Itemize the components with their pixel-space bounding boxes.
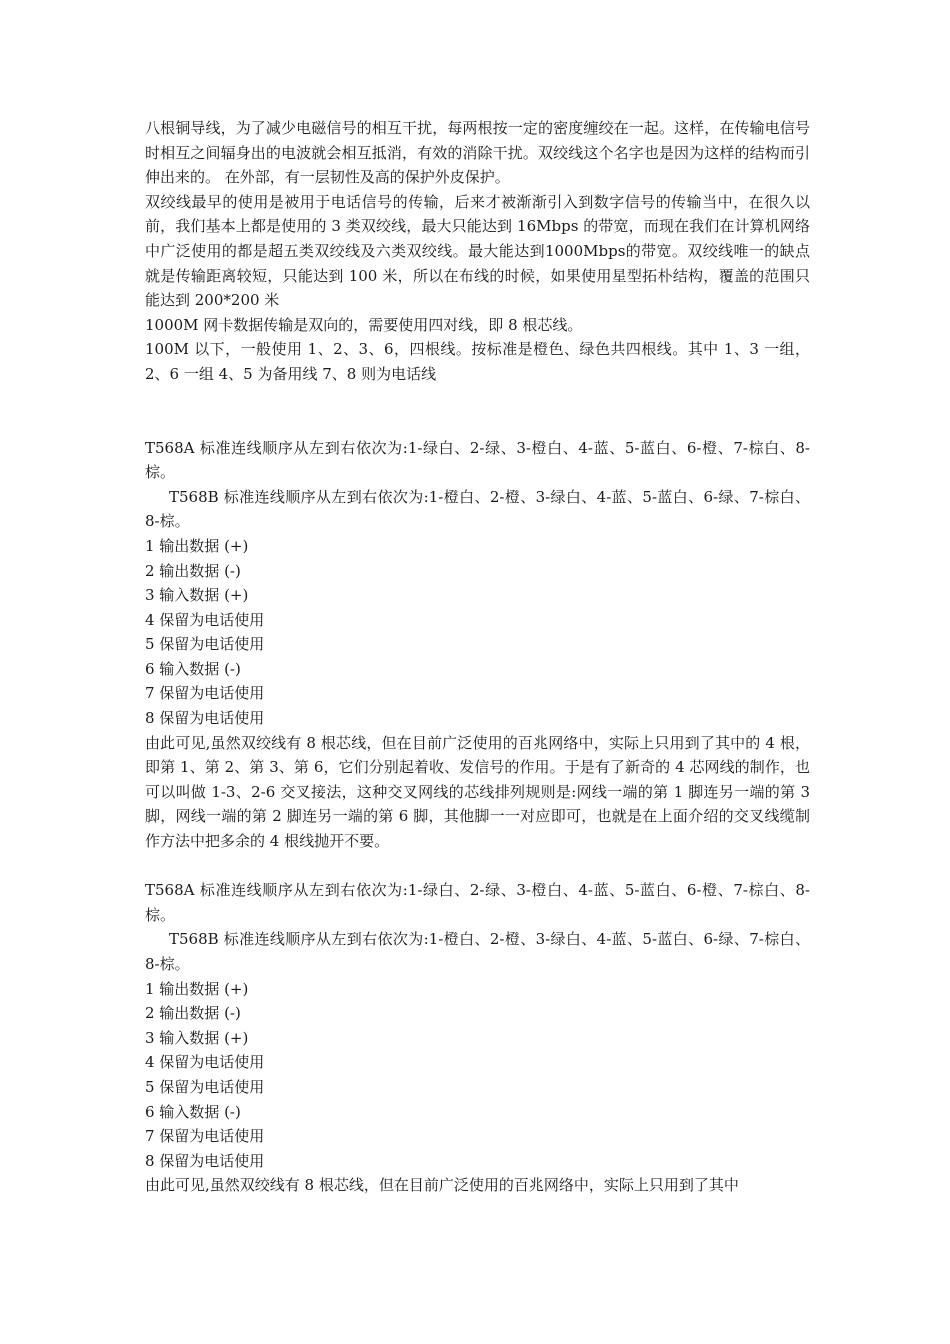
pin-item-8: 8 保留为电话使用 xyxy=(145,709,265,728)
pin-item-8: 8 保留为电话使用 xyxy=(145,1151,265,1170)
intro-paragraph-twisted-pair-structure: 八根铜导线，为了减少电磁信号的相互干扰，每两根按一定的密度缠绞在一起。这样，在传输电信号时相互之间辐身出的电波就会相互抵消，有效的消除干扰。双绞线这个名字也是因为这样的结构而引伸出来的。 在外部，有一层韧性及高的保护外皮保护。 xyxy=(145,119,810,187)
summary-paragraph: 由此可见,虽然双绞线有 8 根芯线，但在目前广泛使用的百兆网络中，实际上只用到了其中的 4 根，即第 1、第 2、第 3、第 6，它们分别起着收、发信号的作用。于是有了新奇的 4 芯网线的制作，也可以叫做 1-3、2-6 交叉接法，这种交叉网线的芯线排列规则是:网线一端的第 1 脚连另一端的第 3 脚，网线一端的第 2 脚连另一端的第 6 脚，其他脚一一对应即可，也就是在上面介绍的交叉线缆制作方法中把多余的 4 根线抛开不要。 xyxy=(145,733,810,851)
intro-paragraph-gigabit: 1000M 网卡数据传输是双向的，需要使用四对线，即 8 根芯线。 xyxy=(145,315,583,334)
pin-item-3: 3 输入数据 (+) xyxy=(145,586,249,605)
t568a-standard-text: T568A 标准连线顺序从左到右依次为:1-绿白、2-绿、3-橙白、4-蓝、5-蓝白、6-橙、7-棕白、8-棕。 xyxy=(145,438,810,482)
pin-item-2: 2 输出数据 (-) xyxy=(145,561,241,580)
t568a-standard-text: T568A 标准连线顺序从左到右依次为:1-绿白、2-绿、3-橙白、4-蓝、5-蓝白、6-橙、7-棕白、8-棕。 xyxy=(145,881,810,924)
pin-list xyxy=(145,534,810,731)
pin-item-5: 5 保留为电话使用 xyxy=(145,635,265,654)
intro-paragraph-twisted-pair-history: 双绞线最早的使用是被用于电话信号的传输，后来才被渐渐引入到数字信号的传输当中，在很久以前，我们基本上都是使用的 3 类双绞线，最大只能达到 16Mbps 的带宽，而现在我们在计算机网络中广泛使用的都是超五类双绞线及六类双绞线。最大能达到1000Mbps的带宽。双绞线唯一的缺点就是传输距离较短，只能达到 100 米，所以在布线的时候，如果使用星型拓朴结构，覆盖的范围只能达到 200*200 米 xyxy=(145,192,810,310)
document-page xyxy=(145,116,810,1198)
pin-item-4: 4 保留为电话使用 xyxy=(145,1053,265,1072)
intro-paragraph-100m: 100M 以下，一般使用 1、2、3、6，四根线。按标准是橙色、绿色共四根线。其中 1、3 一组，2、6 一组 4、5 为备用线 7、8 则为电话线 xyxy=(145,340,810,383)
wiring-section-2 xyxy=(145,878,810,1198)
pin-item-5: 5 保留为电话使用 xyxy=(145,1077,265,1096)
wiring-section-1 xyxy=(145,436,810,854)
t568b-standard-text: T568B 标准连线顺序从左到右依次为:1-橙白、2-橙、3-绿白、4-蓝、5-蓝白、6-绿、7-棕白、8-棕。 xyxy=(145,487,810,531)
pin-list xyxy=(145,977,810,1174)
pin-item-1: 1 输出数据 (+) xyxy=(145,536,249,555)
pin-item-6: 6 输入数据 (-) xyxy=(145,1102,241,1121)
section-spacer xyxy=(145,387,810,436)
pin-item-7: 7 保留为电话使用 xyxy=(145,684,265,703)
pin-item-6: 6 输入数据 (-) xyxy=(145,659,241,678)
pin-item-7: 7 保留为电话使用 xyxy=(145,1127,265,1146)
pin-item-1: 1 输出数据 (+) xyxy=(145,979,249,998)
section-spacer xyxy=(145,854,810,879)
pin-item-4: 4 保留为电话使用 xyxy=(145,610,265,629)
t568b-standard-text: T568B 标准连线顺序从左到右依次为:1-橙白、2-橙、3-绿白、4-蓝、5-蓝白、6-绿、7-棕白、8-棕。 xyxy=(145,930,810,973)
summary-paragraph-truncated: 由此可见,虽然双绞线有 8 根芯线，但在目前广泛使用的百兆网络中，实际上只用到了其中 xyxy=(145,1176,739,1195)
pin-item-3: 3 输入数据 (+) xyxy=(145,1028,249,1047)
pin-item-2: 2 输出数据 (-) xyxy=(145,1004,241,1023)
